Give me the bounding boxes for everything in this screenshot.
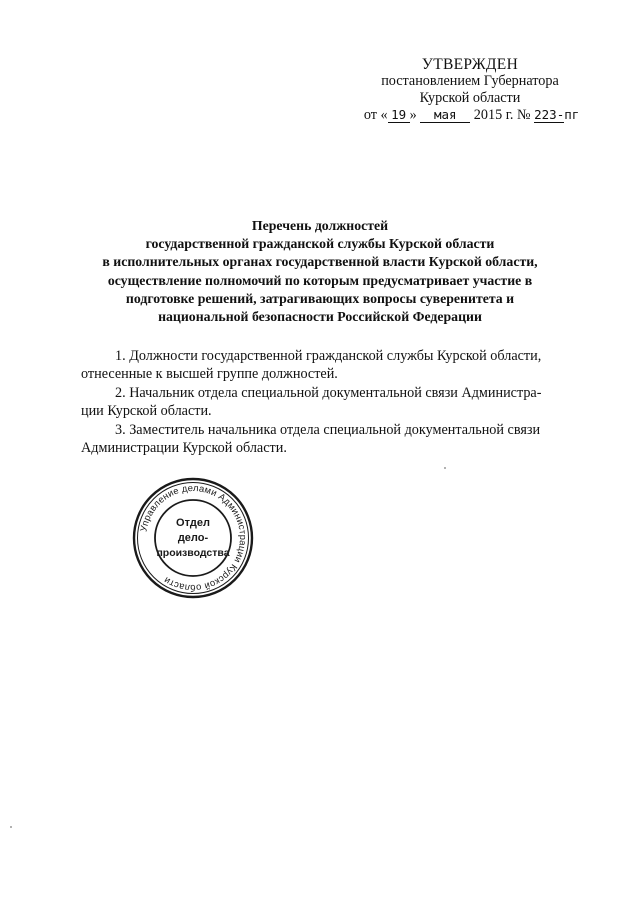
stamp-center-line-1: Отдел	[176, 517, 210, 529]
date-year: 2015 г. №	[473, 107, 531, 123]
title-line: подготовке решений, затрагивающих вопросы суверенитета и	[125, 290, 515, 306]
approval-line-2: Курской области	[419, 90, 521, 106]
date-month: мая	[420, 108, 470, 123]
approval-date-line	[334, 107, 594, 124]
title-line: Перечень должностей	[251, 218, 389, 233]
stamp-ring-text: Управление делами Администрации Курской области	[137, 481, 250, 595]
approval-heading: УТВЕРЖДЕН	[421, 56, 519, 73]
list-item-1-line-2: отнесенные к высшей группе должностей.	[81, 366, 338, 383]
approval-line-1: постановлением Губернатора	[381, 73, 559, 89]
list-item-2-line-2: ции Курской области.	[81, 403, 212, 420]
decree-number: 223-пг	[534, 107, 580, 122]
positions-list	[81, 347, 576, 457]
document-title	[60, 217, 580, 326]
list-item-3-line-2: Администрации Курской области.	[81, 440, 287, 457]
title-line: в исполнительных органах государственной власти Курской области,	[102, 254, 538, 270]
title-line: государственной гражданской службы Курской области	[145, 236, 495, 252]
stamp-center-line-2: дело-	[177, 532, 209, 544]
list-item-1-line-1: 1. Должности государственной гражданской службы Курской области,	[115, 348, 542, 364]
date-quote-close: »	[409, 107, 417, 123]
scan-speck	[444, 467, 446, 469]
list-item-2-line-1: 2. Начальник отдела специальной документальной связи Администра-	[115, 384, 542, 401]
office-stamp	[132, 477, 254, 599]
date-day: 19	[388, 108, 410, 123]
title-line: национальной безопасности Российской Федерации	[158, 309, 482, 325]
title-line: осуществление полномочий по которым предусматривает участие в	[107, 272, 533, 288]
date-prefix: от «	[363, 107, 388, 123]
approval-block	[340, 56, 600, 124]
scan-speck	[10, 826, 12, 828]
list-item-3-line-1: 3. Заместитель начальника отдела специальной документальной связи	[115, 421, 541, 438]
stamp-center-line-3: производства	[156, 547, 230, 559]
